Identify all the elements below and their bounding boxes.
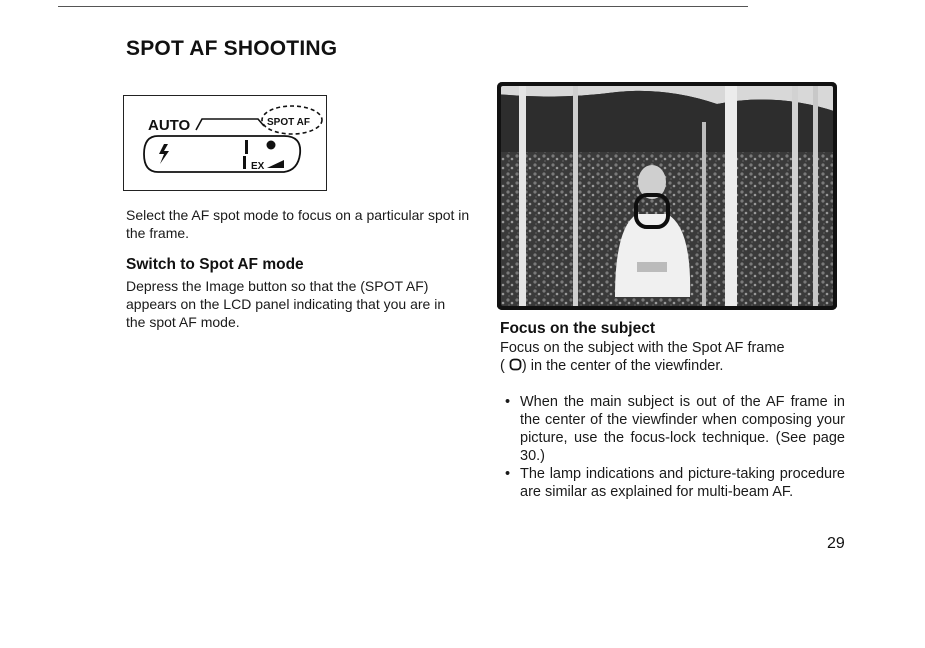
focus-body-line1: Focus on the subject with the Spot AF frame <box>500 340 785 356</box>
spot-af-frame-icon <box>509 358 522 371</box>
person-hands <box>637 262 667 272</box>
bullet-icon: • <box>505 394 511 410</box>
focus-heading: Focus on the subject <box>500 320 656 337</box>
viewfinder-photo <box>497 82 837 310</box>
lcd-auto-label: AUTO <box>148 117 191 134</box>
intro-text: Select the AF spot mode to focus on a particular spot in the frame. <box>126 207 470 241</box>
focus-dot-icon <box>267 141 276 150</box>
tree-trunk <box>702 122 706 310</box>
focus-body <box>500 339 845 375</box>
lcd-mode-bracket <box>196 119 264 130</box>
tree-trunk <box>725 82 737 310</box>
page-number: 29 <box>827 535 845 552</box>
tree-trunk <box>519 82 526 310</box>
top-rule <box>58 6 748 7</box>
focus-body-open-paren: ( <box>500 358 505 374</box>
bullet-icon: • <box>505 466 511 482</box>
list-item-text: When the main subject is out of the AF frame in the center of the viewfinder when composing your picture, use the focus-lock technique. (See page 30.) <box>520 394 845 464</box>
tree-trunk <box>813 82 818 310</box>
switch-body: Depress the Image button so that the (SPOT AF) appears on the LCD panel indicating that you are in the spot AF mode. <box>126 278 446 330</box>
lcd-panel-illustration <box>123 95 327 191</box>
tree-trunk <box>573 82 578 310</box>
flash-icon <box>159 144 169 164</box>
list-item-text: The lamp indications and picture-taking procedure are similar as explained for multi-beam AF. <box>520 466 845 500</box>
switch-heading: Switch to Spot AF mode <box>126 256 304 273</box>
lcd-ex-label: EX <box>251 161 265 172</box>
list-item <box>500 465 845 501</box>
list-item <box>500 393 845 465</box>
page-title: SPOT AF SHOOTING <box>126 37 338 60</box>
lcd-digit-segment <box>245 140 248 154</box>
lcd-digit-segment-lower <box>243 156 246 169</box>
notes-list <box>500 393 845 501</box>
lcd-spot-af-label: SPOT AF <box>267 117 310 128</box>
tree-trunk <box>792 82 798 310</box>
film-cartridge-icon <box>267 160 284 168</box>
focus-body-line2: in the center of the viewfinder. <box>530 358 724 374</box>
focus-body-close-paren: ) <box>521 358 527 374</box>
